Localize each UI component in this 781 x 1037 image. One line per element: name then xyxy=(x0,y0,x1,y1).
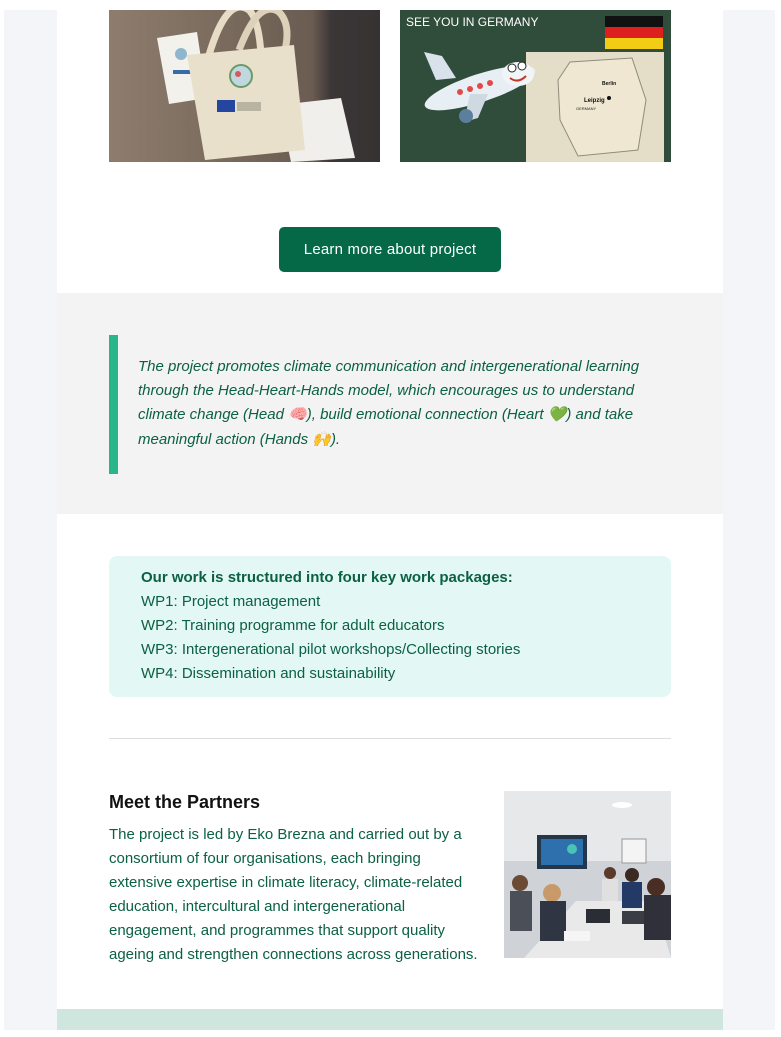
section-divider xyxy=(109,738,671,739)
email-body xyxy=(57,0,723,1030)
quote-section xyxy=(57,293,723,514)
germany-heading: SEE YOU IN GERMANY xyxy=(406,15,539,29)
partners-heading: Meet the Partners xyxy=(109,792,261,812)
work-package-item: WP4: Dissemination and sustainability xyxy=(141,665,396,682)
project-quote: The project promotes climate communication and intergenerational learning through the Head-Heart-Hands model, which encourages us to understand climate change (Head 🧠), build emotional connection (Heart 💚) and take meaningful action (Hands 🙌). xyxy=(138,358,640,448)
map-city-label: Leipzig xyxy=(584,98,605,104)
work-package-item: WP2: Training programme for adult educators xyxy=(141,617,445,634)
footer-band xyxy=(57,1009,723,1030)
partners-description: The project is led by Eko Brezna and carried out by a consortium of four organisations, each bringing extensive expertise in climate literacy, climate-related education, intercultural and intergenerational engagement, and programmes that support quality ageing and strengthen connections across generations. xyxy=(109,826,478,963)
work-packages-title: Our work is structured into four key work packages: xyxy=(141,569,513,586)
learn-more-button[interactable]: Learn more about project xyxy=(279,227,501,272)
merch-photo xyxy=(109,10,380,162)
work-package-item: WP1: Project management xyxy=(141,593,321,610)
partners-meeting-photo xyxy=(504,791,671,958)
quote-accent-bar xyxy=(109,335,118,474)
map-country-label: GERMANY xyxy=(576,106,597,111)
map-capital-label: Berlin xyxy=(602,81,617,87)
work-package-item: WP3: Intergenerational pilot workshops/Collecting stories xyxy=(141,641,521,658)
germany-map-graphic xyxy=(400,10,671,162)
work-packages-box xyxy=(109,556,671,697)
